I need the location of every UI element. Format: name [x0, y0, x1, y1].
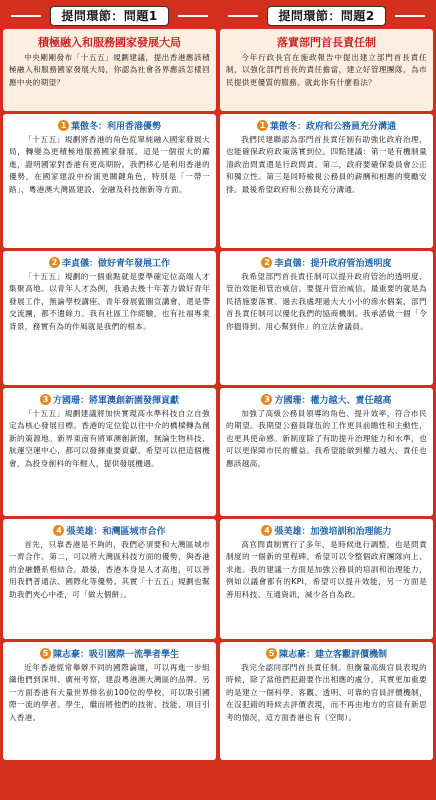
q1-section-5-text: 近年香港經常舉辦不同的國際論壇，可以再進一步組織他們到深圳、廣州考察，建設粵港澳大灣區的品牌。另一方面香港有大量世界排名前100位的學校，可以吸引國際一流的學者、學生，繼而將他們的技術、技能、項目引入香港。: [9, 663, 210, 722]
question-1-header: [3, 3, 216, 29]
number-badge-icon: 3: [40, 394, 51, 405]
q2-section-3: [220, 388, 433, 516]
q1-section-3-heading: 方國珊：將軍澳創新園發揮貢獻: [52, 396, 179, 406]
q2-section-2-text: 我希望部門首長責任制可以提升政府管治的透明度、管治效能和管治威信。要提升管治威信，最重要的就是為民措施要落實。過去我處理過大大小小的滲水個案，部門首長責任制可以優化我們的協商機制。我承諾做一個「令你搵得到、用心幫到你」的立法會議員。: [226, 272, 427, 331]
q2-section-5-text: 我完全認同部門首長責任制。但衡量高級官員表現的時候，除了當他們犯錯要作出相應的處分，其實更加重要的是建立一個科學、客觀、透明、可靠的官員評價機制，在沒犯錯的時候去評價表現，而不再由地方的官員有新思考的情況，這方面香港也有（空間）。: [226, 663, 427, 722]
q1-section-1-text: 「十五五」規劃將香港的角色從單純融入國家發展大局，轉變為更積極地服務國家發展。這是一個很大的躍進，證明國家對香港有更高期盼。我們移心是利用香港的優勢，在國家建設中扮演更關鍵角色，特別是「一帶一路」、粵港澳大灣區建設、金融及科技創新等方面。: [9, 135, 210, 194]
number-badge-icon: 1: [257, 120, 268, 131]
page: [3, 3, 433, 797]
q1-section-2-title: [9, 256, 210, 269]
q2-section-3-title: [226, 393, 427, 406]
q2-section-3-heading: 方國珊：權力越大、責任越高: [274, 396, 392, 406]
q2-section-4-title: [226, 524, 427, 537]
question-1-text: 中央剛剛發布「十五五」規劃建議，提出香港應該積極融入和服務國家發展大局，你認為社會各界應該怎樣回應中央的期望？: [9, 53, 210, 87]
q2-section-4-text: 高官問責制實行了多年，是時候進行調整，也是問責制度的一個新的里程碑。希望可以令整個政府團隊向上、求進。我的建議一方面是加強公務員的培訓和治理能力，例如以議會都有的KPI，希望可以提升效能，另一方面是善用科技、互通資訊，減少各自為政。: [226, 540, 427, 599]
q2-section-1-text: 我們民建聯認為部門首長責任制有助強化政府治理，也能確保政府政策落實到位。四點建議：第一是有機制量清政治問責還是行政問責。第二，政府要確保委員會公正和獨立性。第三是同時檢視公務員的薪酬和相應的獎勵安排。最後希望政府和公務員充分溝通。: [226, 135, 427, 194]
q2-section-5: [220, 642, 433, 760]
question-2-header-label: 提問環節：問題2: [267, 6, 385, 26]
q1-section-2: [3, 251, 216, 385]
q1-section-5-title: [9, 647, 210, 660]
number-badge-icon: 5: [266, 648, 277, 659]
q1-section-5-heading: 陳志豪：吸引國際一流學者學生: [52, 650, 179, 660]
q2-section-2-heading: 李貞儀：提升政府管治透明度: [274, 259, 392, 269]
q1-section-2-text: 「十五五」規劃的一個重點就是要準確定位高端人才集聚高地。以青年人才為例，我過去幾十年著力做好青年發展工作，無論學校講座、青年發展藍圖宣講會，還是帶交流團，都不遺餘力。我有社區工作經驗，也有社福專業背景，務實有為的作風就是我們的根本。: [9, 272, 210, 331]
q2-section-2-title: [226, 256, 427, 269]
q1-section-3-title: [9, 393, 210, 406]
q2-section-1: [220, 114, 433, 248]
q2-section-2: [220, 251, 433, 385]
column-question-1: [3, 3, 216, 797]
q2-section-5-title: [226, 647, 427, 660]
question-1-header-label: 提問環節：問題1: [50, 6, 168, 26]
q1-section-5: [3, 642, 216, 760]
q1-section-4-title: [9, 524, 210, 537]
q1-section-4-text: 首先，只靠香港是不夠的，我們必須要和大灣區城市一齊合作。第二，可以將大灣區科技方面的優勢，與香港的金融體系相結合。最後，香港本身是人才高地，可以善用我們普通法、國際化等優勢。其實「十五五」規劃也幫助我們夾心中產，可「做大個餅」。: [9, 540, 210, 599]
q1-section-4-heading: 張美雄：和灣區城市合作: [66, 527, 166, 537]
q2-section-5-heading: 陳志豪：建立客觀評價機制: [278, 650, 387, 660]
q2-section-3-text: 加強了高級公務員領導的角色、提升效率，符合市民的期望。我期望公務員隊伍的工作更具前瞻性和主動性，也更具使命感。新制度除了有助提升治理能力和水準，也可以更保障市民的權益。我希望能做到權力越大、責任也應該越高。: [226, 409, 427, 468]
question-2-header: [220, 3, 433, 29]
question-2-text: 今年行政長官在施政報告中提出建立部門首長責任制，以強化部門首長的責任擔當，建立好管理團隊，為市民提供更優質的服務。就此你有什麼看法？: [226, 53, 427, 87]
number-badge-icon: 1: [58, 120, 69, 131]
number-badge-icon: 2: [49, 257, 60, 268]
q1-section-1-title: [9, 119, 210, 132]
number-badge-icon: 4: [53, 525, 64, 536]
q1-section-4: [3, 519, 216, 639]
number-badge-icon: 5: [40, 648, 51, 659]
number-badge-icon: 4: [261, 525, 272, 536]
q1-section-1-heading: 葉傲冬：利用香港優勢: [70, 122, 161, 132]
column-question-2: [220, 3, 433, 797]
q1-section-3-text: 「十五五」規劃建議將加快實現高水準科技自立自強定為核心發展目標。香港的定位從以往中介的橋樑轉為創新的策源地。新界東南有將軍澳創新園，無論生物科技、航運空運中心，都可以發揮重要貢獻。希望可以把這個機會，為投身創科的年輕人，提供發展機遇。: [9, 409, 210, 468]
q2-section-1-heading: 葉傲冬：政府和公務員充分溝通: [269, 122, 396, 132]
question-2-title: 落實部門首長責任制: [277, 36, 376, 49]
number-badge-icon: 3: [261, 394, 272, 405]
question-1-title: 積極融入和服務國家發展大局: [38, 36, 181, 49]
q2-section-4: [220, 519, 433, 639]
q1-section-2-heading: 李貞儀：做好青年發展工作: [61, 259, 170, 269]
question-1-intro: [3, 29, 216, 111]
q1-section-3: [3, 388, 216, 516]
q2-section-4-heading: 張美雄：加強培訓和治理能力: [274, 527, 392, 537]
q1-section-1: [3, 114, 216, 248]
q2-section-1-title: [226, 119, 427, 132]
question-2-intro: [220, 29, 433, 111]
number-badge-icon: 2: [261, 257, 272, 268]
